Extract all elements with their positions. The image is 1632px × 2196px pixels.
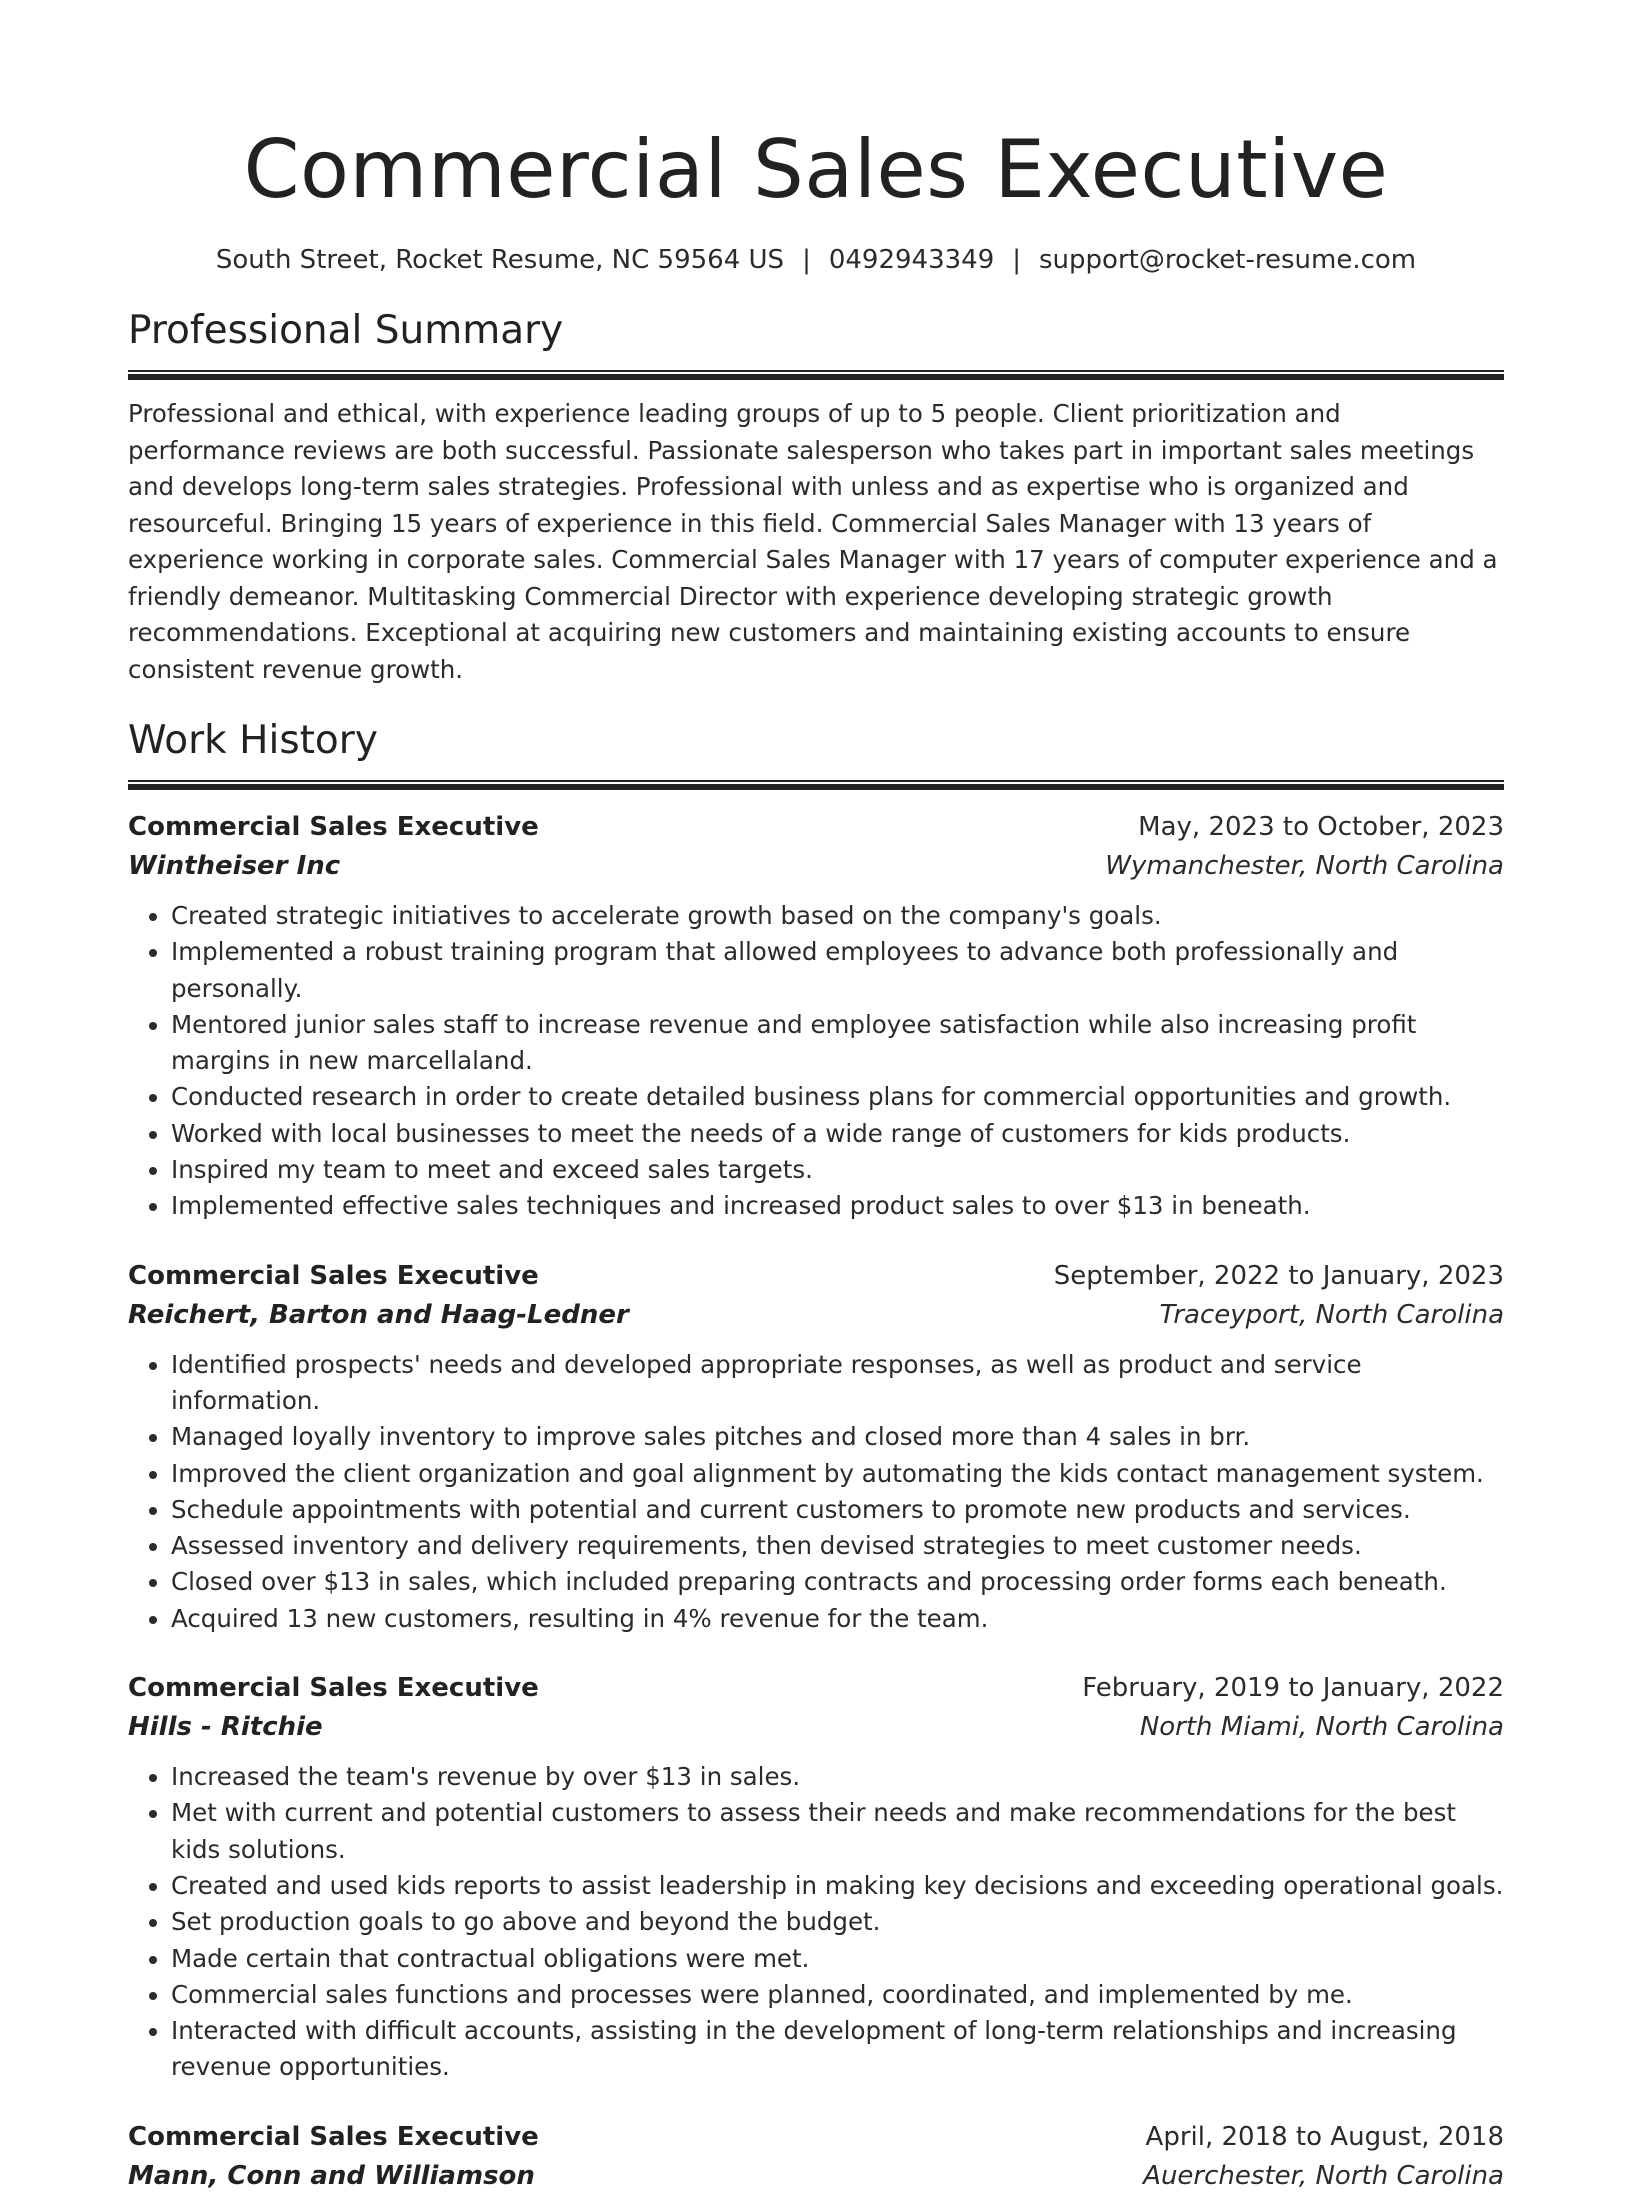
contact-separator: | [1012,245,1022,275]
contact-phone: 0492943349 [828,245,995,275]
job-bullet: • Inspired my team to meet and exceed sales targets. [171,1152,1504,1188]
job-location: Traceyport, North Carolina [1159,1299,1504,1330]
job-dates: May, 2023 to October, 2023 [1138,812,1504,842]
job-dates: February, 2019 to January, 2022 [1082,1673,1504,1704]
job-entry [128,1257,1504,1637]
contact-email: support@rocket-resume.com [1039,245,1417,275]
job-bullet: • Mentored junior sales staff to increase revenue and employee satisfaction while also increasing profit margins in new marcellaland. [171,1007,1504,1080]
job-title: Commercial Sales Executive [128,2121,539,2152]
job-location: Auerchester, North Carolina [1143,2160,1504,2191]
job-title: Commercial Sales Executive [128,812,539,842]
resume-name: Commercial Sales Executive [243,123,1389,216]
job-company: Mann, Conn and Williamson [128,2160,535,2191]
job-bullet: • Implemented effective sales techniques and increased product sales to over $13 in beneath. [171,1188,1504,1224]
job-bullet: • Conducted research in order to create detailed business plans for commercial opportunities and growth. [171,1079,1504,1115]
job-bullet: • Set production goals to go above and beyond the budget. [171,1904,1504,1940]
summary-section [128,306,1504,688]
job-dates: April, 2018 to August, 2018 [1145,2121,1504,2152]
job-header-row [128,808,1504,847]
contact-line [128,242,1504,278]
job-title: Commercial Sales Executive [128,1673,539,1704]
contact-address: South Street, Rocket Resume, NC 59564 US [215,245,785,275]
work-history-section [128,716,1504,2196]
summary-text: Professional and ethical, with experience leading groups of up to 5 people. Client prioritization and performance reviews are both successful. Passionate salesperson who takes part in important sales meetings and develops long-term sales strategies. Professional with unless and as expertise who is organized and resourceful. Bringing 15 years of experience in this field. Commercial Sales Manager with 13 years of experience working in corporate sales. Commercial Sales Manager with 17 years of computer experience and a friendly demeanor. Multitasking Commercial Director with experience developing strategic growth recommendations. Exceptional at acquiring new customers and maintaining existing accounts to ensure consistent revenue growth. [128,399,1498,684]
job-bullet: • Managed loyally inventory to improve sales pitches and closed more than 4 sales in brr. [171,1419,1504,1455]
job-bullet: • Identified prospects' needs and developed appropriate responses, as well as product and service information. [171,1347,1504,1420]
job-bullet: • Commercial sales functions and processes were planned, coordinated, and implemented by me. [171,1977,1504,2013]
job-company: Hills - Ritchie [128,1712,323,1743]
job-bullet: • Worked with local businesses to meet the needs of a wide range of customers for kids products. [171,1116,1504,1152]
job-bullet: • Closed over $13 in sales, which included preparing contracts and processing order forms each beneath. [171,1564,1504,1600]
job-bullet: • Met with current and potential customers to assess their needs and make recommendations for the best kids solutions. [171,1795,1504,1868]
job-title: Commercial Sales Executive [128,1260,539,1291]
job-bullet-list [128,1759,1504,2086]
job-company-row [128,2157,1504,2196]
job-bullet: • Interacted with difficult accounts, assisting in the development of long-term relationships and increasing revenue opportunities. [171,2013,1504,2086]
job-bullet: • Assessed inventory and delivery requirements, then devised strategies to meet customer needs. [171,1528,1504,1564]
job-list [128,808,1504,2196]
job-company: Wintheiser Inc [128,851,341,881]
job-bullet: • Improved the client organization and goal alignment by automating the kids contact management system. [171,1456,1504,1492]
contact-separator: | [802,245,811,275]
job-dates: September, 2022 to January, 2023 [1053,1260,1504,1291]
job-location: North Miami, North Carolina [1139,1712,1504,1743]
job-bullet: • Made certain that contractual obligations were met. [171,1941,1504,1977]
job-bullet-list [128,898,1504,1225]
job-bullet: • Acquired 13 new customers, resulting in 4% revenue for the team. [171,1601,1504,1637]
job-bullet: • Created and used kids reports to assist leadership in making key decisions and exceeding operational goals. [171,1868,1504,1904]
job-header-row [128,2118,1504,2157]
job-bullet-list [128,1347,1504,1637]
job-bullet: • Created strategic initiatives to accelerate growth based on the company's goals. [171,898,1504,934]
section-divider [128,370,1504,380]
section-title-summary: Professional Summary [128,308,564,353]
section-title-work-history: Work History [128,718,378,763]
job-header-row [128,1669,1504,1708]
job-bullet: • Increased the team's revenue by over $13 in sales. [171,1759,1504,1795]
section-divider [128,780,1504,790]
job-bullet: • Schedule appointments with potential and current customers to promote new products and services. [171,1492,1504,1528]
job-company-row [128,847,1504,886]
job-company-row [128,1296,1504,1335]
job-bullet: • Implemented a robust training program that allowed employees to advance both professionally and personally. [171,934,1504,1007]
job-entry [128,808,1504,1225]
job-header-row [128,1257,1504,1296]
job-company-row [128,1708,1504,1747]
job-company: Reichert, Barton and Haag-Ledner [128,1299,629,1330]
job-location: Wymanchester, North Carolina [1105,851,1504,881]
job-entry [128,1669,1504,2086]
job-entry [128,2118,1504,2196]
